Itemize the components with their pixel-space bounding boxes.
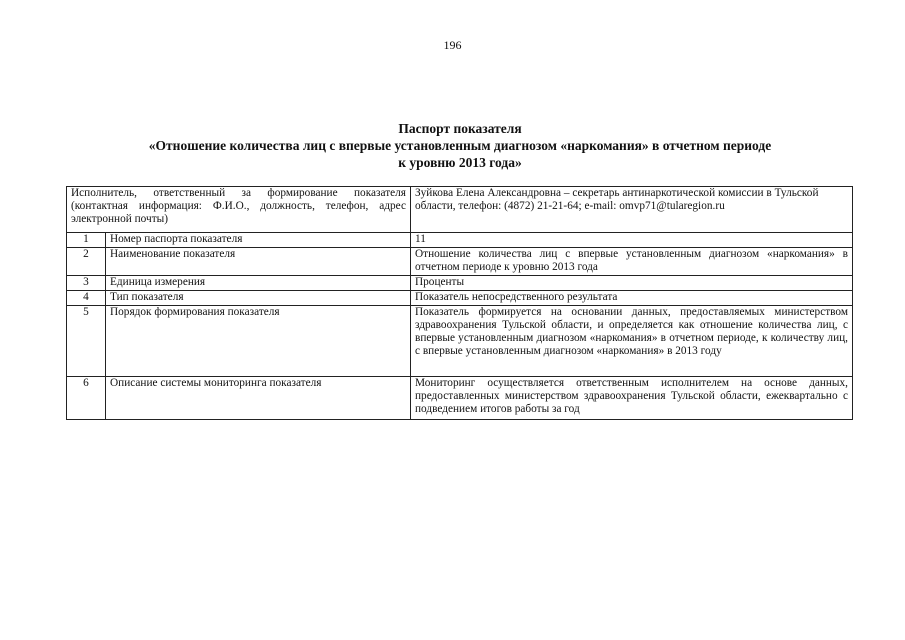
row-name: Номер паспорта показателя bbox=[106, 233, 411, 248]
executor-value: Зуйкова Елена Александровна – секретарь антинаркотической комиссии в Тульской области, телефон: (4872) 21-21-64; e-mail: omvp71@tularegion.ru bbox=[411, 187, 853, 233]
table-row bbox=[67, 248, 853, 276]
table-row bbox=[67, 276, 853, 291]
title-line-3: к уровню 2013 года» bbox=[398, 155, 522, 170]
row-value: Отношение количества лиц с впервые установленным диагнозом «наркомания» в отчетном периоде к уровню 2013 года bbox=[411, 248, 853, 276]
row-number: 5 bbox=[67, 306, 106, 377]
row-value: Мониторинг осуществляется ответственным исполнителем на основе данных, предоставленных министерством здравоохранения Тульской области, ежеквартально с подведением итогов работы за год bbox=[411, 377, 853, 420]
row-name: Тип показателя bbox=[106, 291, 411, 306]
table-row bbox=[67, 377, 853, 420]
executor-row bbox=[67, 187, 853, 233]
page-number: 196 bbox=[443, 38, 462, 52]
row-name: Единица измерения bbox=[106, 276, 411, 291]
table-row bbox=[67, 306, 853, 377]
row-value: Проценты bbox=[411, 276, 853, 291]
row-name: Описание системы мониторинга показателя bbox=[106, 377, 411, 420]
row-number: 4 bbox=[67, 291, 106, 306]
title-line-1: Паспорт показателя bbox=[398, 121, 522, 136]
row-name: Наименование показателя bbox=[106, 248, 411, 276]
executor-label: Исполнитель, ответственный за формирование показателя (контактная информация: Ф.И.О., должность, телефон, адрес электронной почты) bbox=[67, 187, 411, 233]
document-title bbox=[60, 120, 860, 171]
table-row bbox=[67, 291, 853, 306]
indicator-passport-table bbox=[66, 186, 853, 420]
row-name: Порядок формирования показателя bbox=[106, 306, 411, 377]
row-value: Показатель непосредственного результата bbox=[411, 291, 853, 306]
table-row bbox=[67, 233, 853, 248]
row-number: 3 bbox=[67, 276, 106, 291]
row-value: 11 bbox=[411, 233, 853, 248]
row-number: 2 bbox=[67, 248, 106, 276]
row-number: 1 bbox=[67, 233, 106, 248]
title-line-2: «Отношение количества лиц с впервые установленным диагнозом «наркомания» в отчетном периоде bbox=[148, 138, 772, 153]
row-number: 6 bbox=[67, 377, 106, 420]
row-value: Показатель формируется на основании данных, предоставляемых министерством здравоохранения Тульской области, и определяется как отношение количества лиц, с впервые установленным диагнозом «наркомания» в отчетном периоде, к количеству лиц, с впервые установленным диагнозом «наркомания» в 2013 году bbox=[411, 306, 853, 377]
